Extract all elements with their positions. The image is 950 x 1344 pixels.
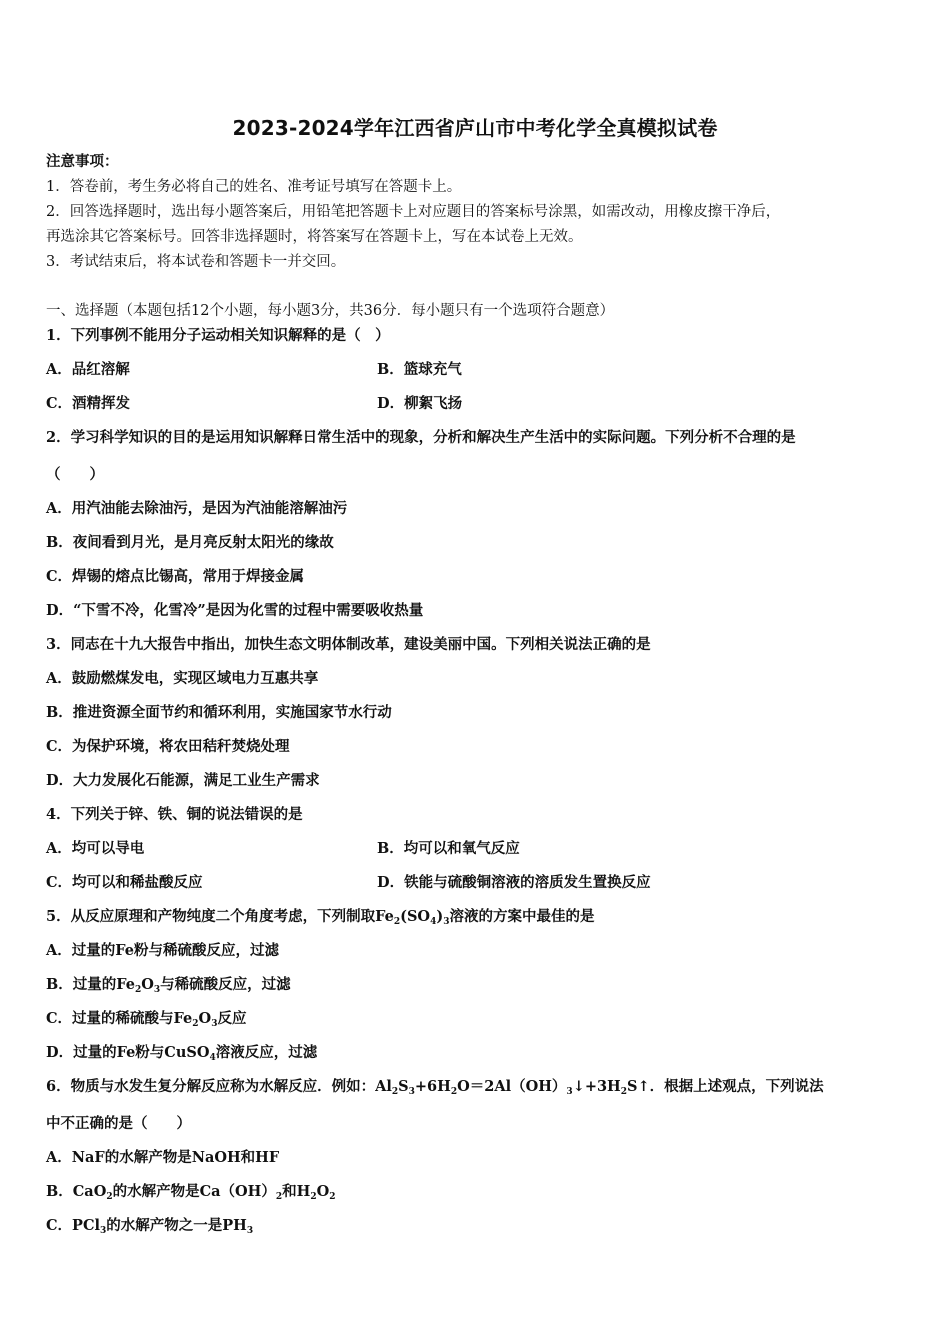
notice-item: 2．回答选择题时，选出每小题答案后，用铅笔把答题卡上对应题目的答案标号涂黑，如需改动，用橡皮擦干净后， [46, 204, 781, 220]
option-c: C．过量的稀硫酸与$Fe_2O_3$反应 [46, 1010, 247, 1029]
page-title: 2023-2024学年江西省庐山市中考化学全真模拟试卷 [232, 116, 718, 140]
option-b: B．篮球充气 [377, 361, 462, 378]
option-c: C．PCl$_3$的水解产物之一是$PH_3$ [46, 1217, 254, 1236]
option-a: A．鼓励燃煤发电，实现区域电力互惠共享 [46, 670, 319, 687]
question-stem: 1．下列事例不能用分子运动相关知识解释的是（ ） [46, 327, 390, 344]
option-a: A．用汽油能去除油污，是因为汽油能溶解油污 [46, 500, 348, 517]
question-stem: 2．学习科学知识的目的是运用知识解释日常生活中的现象，分析和解决生产生活中的实际问题。下列分析不合理的是 [46, 429, 796, 446]
question-stem-cont: （ ） [46, 466, 104, 483]
question-stem: 4．下列关于锌、铁、铜的说法错误的是 [46, 806, 303, 823]
option-d: D．过量的Fe粉与CuSO$_4$溶液反应，过滤 [46, 1044, 318, 1063]
option-a: A．NaF的水解产物是NaOH和HF [46, 1149, 280, 1166]
option-a: A．品红溶解 [46, 361, 130, 378]
question-stem-cont: 中不正确的是（ ） [46, 1115, 191, 1132]
question-stem: 5．从反应原理和产物纯度二个角度考虑，下列制取$Fe_2(SO_4)_3$溶液的方案中最佳的是 [46, 908, 595, 927]
option-b: B．夜间看到月光，是月亮反射太阳光的缘故 [46, 534, 334, 551]
notice-heading: 注意事项： [46, 153, 119, 170]
question-stem: 3．同志在十九大报告中指出，加快生态文明体制改革，建设美丽中国。下列相关说法正确的是 [46, 636, 651, 653]
option-a: A．均可以导电 [46, 840, 145, 857]
option-a: A．过量的Fe粉与稀硫酸反应，过滤 [46, 942, 279, 959]
option-d: D．铁能与硫酸铜溶液的溶质发生置换反应 [377, 874, 651, 891]
notice-item: 3．考试结束后，将本试卷和答题卡一并交回。 [46, 254, 346, 270]
notice-item: 再选涂其它答案标号。回答非选择题时，将答案写在答题卡上，写在本试卷上无效。 [46, 229, 583, 245]
option-d: D．“下雪不冷，化雪冷”是因为化雪的过程中需要吸收热量 [46, 602, 424, 619]
option-b: B．均可以和氧气反应 [377, 840, 520, 857]
option-c: C．为保护环境，将农田秸秆焚烧处理 [46, 738, 290, 755]
option-c: C．均可以和稀盐酸反应 [46, 874, 203, 891]
option-b: B．CaO$_2$的水解产物是$Ca(OH)_2$和$H_2O_2$ [46, 1183, 336, 1202]
section-heading: 一、选择题（本题包括12个小题，每小题3分，共36分．每小题只有一个选项符合题意） [46, 303, 615, 319]
option-d: D．柳絮飞扬 [377, 395, 463, 412]
option-c: C．酒精挥发 [46, 395, 131, 412]
option-b: B．过量的$Fe_2O_3$与稀硫酸反应，过滤 [46, 976, 291, 995]
option-c: C．焊锡的熔点比锡高，常用于焊接金属 [46, 568, 305, 585]
question-stem: 6．物质与水发生复分解反应称为水解反应．例如：$Al_2S_3+6H_2O=2Al(OH)_3↓+3H_2S↑$．根据上述观点，下列说法 [46, 1078, 824, 1097]
option-d: D．大力发展化石能源，满足工业生产需求 [46, 772, 320, 789]
notice-item: 1．答卷前，考生务必将自己的姓名、准考证号填写在答题卡上。 [46, 179, 462, 195]
option-b: B．推进资源全面节约和循环利用，实施国家节水行动 [46, 704, 392, 721]
